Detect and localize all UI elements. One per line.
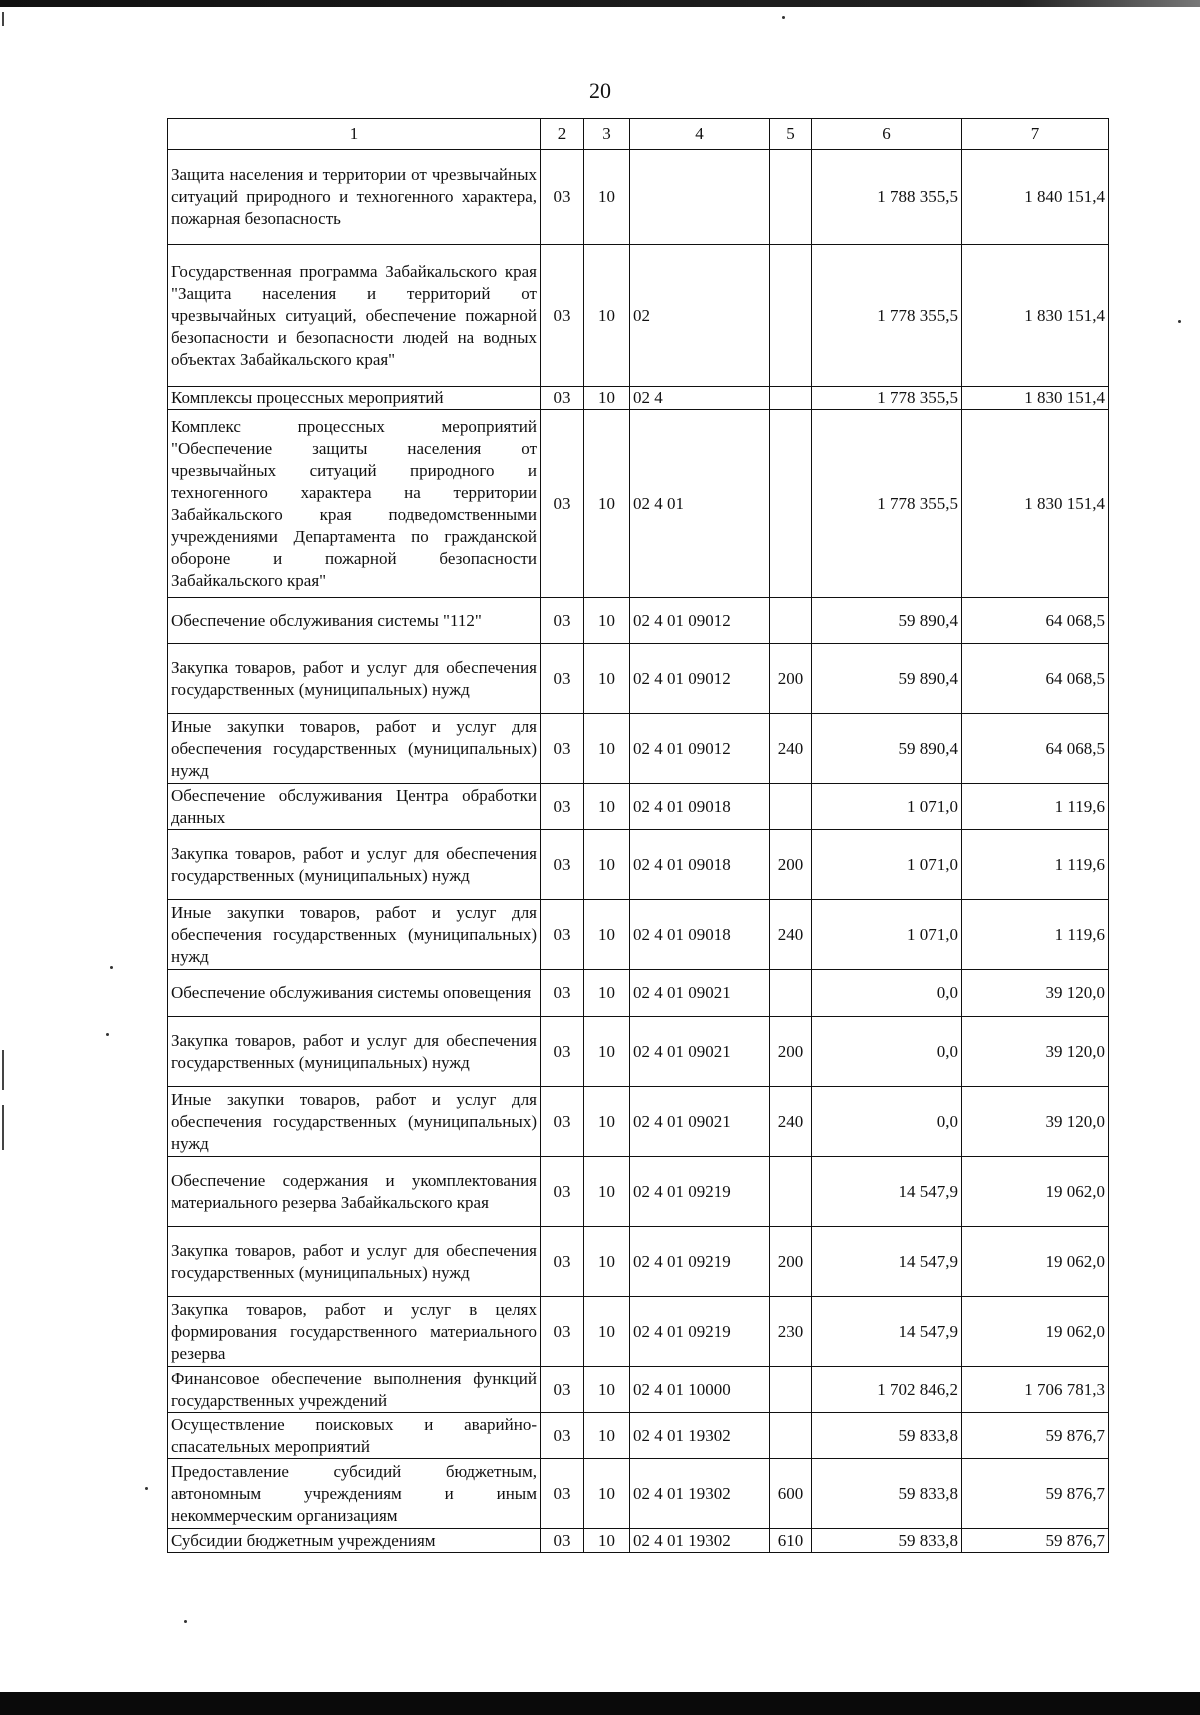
row-amount-year1: 1 071,0 (812, 784, 962, 830)
row-subsection: 10 (584, 714, 630, 784)
row-amount-year1: 1 071,0 (812, 830, 962, 900)
scan-speck (106, 1033, 109, 1036)
row-subsection: 10 (584, 784, 630, 830)
row-target-article: 02 4 (630, 387, 770, 410)
row-subsection: 10 (584, 1227, 630, 1297)
row-amount-year1: 0,0 (812, 1017, 962, 1087)
row-expense-type (770, 245, 812, 387)
row-subsection: 10 (584, 1367, 630, 1413)
row-amount-year1: 0,0 (812, 1087, 962, 1157)
row-amount-year2: 1 119,6 (962, 784, 1109, 830)
row-subsection: 10 (584, 644, 630, 714)
row-amount-year1: 59 890,4 (812, 644, 962, 714)
table-row (168, 1297, 1109, 1367)
row-name: Иные закупки товаров, работ и услуг для обеспечения государственных (муниципальных) нужд (168, 714, 541, 784)
page-number: 20 (589, 78, 611, 103)
row-expense-type: 200 (770, 830, 812, 900)
scan-speck (782, 16, 785, 19)
row-expense-type: 600 (770, 1459, 812, 1529)
row-expense-type: 200 (770, 1017, 812, 1087)
row-name: Закупка товаров, работ и услуг для обеспечения государственных (муниципальных) нужд (168, 1227, 541, 1297)
row-subsection: 10 (584, 150, 630, 245)
column-header: 4 (630, 119, 770, 150)
row-expense-type: 200 (770, 644, 812, 714)
row-expense-type: 240 (770, 900, 812, 970)
row-name: Обеспечение обслуживания системы оповещения (168, 970, 541, 1017)
row-target-article: 02 4 01 09021 (630, 970, 770, 1017)
row-section: 03 (541, 714, 584, 784)
row-section: 03 (541, 150, 584, 245)
scan-border-top (0, 0, 1200, 7)
row-amount-year2: 39 120,0 (962, 1017, 1109, 1087)
row-section: 03 (541, 1459, 584, 1529)
scan-speck (110, 966, 113, 969)
row-amount-year1: 59 890,4 (812, 714, 962, 784)
row-target-article: 02 4 01 09012 (630, 714, 770, 784)
row-amount-year2: 1 119,6 (962, 830, 1109, 900)
table-row (168, 784, 1109, 830)
row-name: Комплексы процессных мероприятий (168, 387, 541, 410)
row-expense-type: 610 (770, 1529, 812, 1553)
row-target-article: 02 4 01 (630, 410, 770, 598)
table-body (168, 150, 1109, 1553)
row-subsection: 10 (584, 1297, 630, 1367)
row-subsection: 10 (584, 1087, 630, 1157)
row-subsection: 10 (584, 900, 630, 970)
row-name: Закупка товаров, работ и услуг для обеспечения государственных (муниципальных) нужд (168, 830, 541, 900)
row-amount-year2: 1 830 151,4 (962, 387, 1109, 410)
row-subsection: 10 (584, 830, 630, 900)
row-target-article: 02 4 01 09021 (630, 1087, 770, 1157)
column-header: 5 (770, 119, 812, 150)
row-expense-type (770, 387, 812, 410)
row-target-article: 02 4 01 09012 (630, 598, 770, 644)
row-expense-type (770, 598, 812, 644)
row-target-article: 02 4 01 09018 (630, 900, 770, 970)
row-section: 03 (541, 830, 584, 900)
row-amount-year2: 64 068,5 (962, 644, 1109, 714)
row-target-article: 02 4 01 09219 (630, 1297, 770, 1367)
row-amount-year2: 39 120,0 (962, 1087, 1109, 1157)
row-target-article: 02 4 01 19302 (630, 1413, 770, 1459)
row-expense-type (770, 1413, 812, 1459)
row-amount-year2: 1 706 781,3 (962, 1367, 1109, 1413)
row-section: 03 (541, 900, 584, 970)
row-amount-year2: 64 068,5 (962, 714, 1109, 784)
row-section: 03 (541, 1367, 584, 1413)
scan-border-bottom (0, 1692, 1200, 1715)
row-section: 03 (541, 644, 584, 714)
row-amount-year2: 39 120,0 (962, 970, 1109, 1017)
table-row (168, 1017, 1109, 1087)
row-subsection: 10 (584, 1459, 630, 1529)
row-amount-year1: 1 778 355,5 (812, 245, 962, 387)
row-target-article: 02 4 01 09219 (630, 1157, 770, 1227)
row-amount-year1: 14 547,9 (812, 1157, 962, 1227)
row-target-article: 02 4 01 09012 (630, 644, 770, 714)
row-section: 03 (541, 410, 584, 598)
header-row (168, 119, 1109, 150)
row-amount-year2: 19 062,0 (962, 1157, 1109, 1227)
row-section: 03 (541, 387, 584, 410)
table-row (168, 644, 1109, 714)
row-expense-type (770, 1367, 812, 1413)
table-row (168, 970, 1109, 1017)
table-row (168, 1227, 1109, 1297)
table-row (168, 410, 1109, 598)
row-target-article: 02 4 01 19302 (630, 1529, 770, 1553)
table-row (168, 1087, 1109, 1157)
row-target-article (630, 150, 770, 245)
row-subsection: 10 (584, 245, 630, 387)
table-row (168, 714, 1109, 784)
column-header: 7 (962, 119, 1109, 150)
row-amount-year1: 0,0 (812, 970, 962, 1017)
row-amount-year1: 14 547,9 (812, 1227, 962, 1297)
scan-speck (1178, 320, 1181, 323)
row-subsection: 10 (584, 1017, 630, 1087)
row-amount-year2: 19 062,0 (962, 1297, 1109, 1367)
table-row (168, 900, 1109, 970)
row-name: Защита населения и территории от чрезвычайных ситуаций природного и техногенного характера, пожарная безопасность (168, 150, 541, 245)
row-subsection: 10 (584, 1413, 630, 1459)
row-target-article: 02 4 01 10000 (630, 1367, 770, 1413)
column-header: 1 (168, 119, 541, 150)
column-header: 3 (584, 119, 630, 150)
scan-edge-mark (2, 12, 4, 26)
table-row (168, 1529, 1109, 1553)
row-amount-year2: 59 876,7 (962, 1413, 1109, 1459)
row-name: Комплекс процессных мероприятий "Обеспечение защиты населения от чрезвычайных ситуаций природного и техногенного характера на территории Забайкальского края подведомственными учреждениями Департамента по гражданской обороне и пожарной безопасности Забайкальского края" (168, 410, 541, 598)
row-section: 03 (541, 1413, 584, 1459)
row-subsection: 10 (584, 970, 630, 1017)
row-expense-type: 230 (770, 1297, 812, 1367)
row-name: Осуществление поисковых и аварийно-спасательных мероприятий (168, 1413, 541, 1459)
row-name: Иные закупки товаров, работ и услуг для обеспечения государственных (муниципальных) нужд (168, 900, 541, 970)
row-amount-year1: 59 833,8 (812, 1413, 962, 1459)
row-expense-type (770, 784, 812, 830)
row-amount-year1: 59 833,8 (812, 1529, 962, 1553)
row-amount-year1: 1 788 355,5 (812, 150, 962, 245)
row-amount-year2: 1 830 151,4 (962, 245, 1109, 387)
row-section: 03 (541, 1087, 584, 1157)
row-name: Субсидии бюджетным учреждениям (168, 1529, 541, 1553)
table-row (168, 830, 1109, 900)
row-expense-type (770, 150, 812, 245)
table-row (168, 150, 1109, 245)
row-name: Иные закупки товаров, работ и услуг для обеспечения государственных (муниципальных) нужд (168, 1087, 541, 1157)
row-section: 03 (541, 1017, 584, 1087)
row-name: Обеспечение обслуживания Центра обработки данных (168, 784, 541, 830)
row-name: Финансовое обеспечение выполнения функций государственных учреждений (168, 1367, 541, 1413)
table-row (168, 1367, 1109, 1413)
row-target-article: 02 4 01 09219 (630, 1227, 770, 1297)
row-section: 03 (541, 598, 584, 644)
table-row (168, 245, 1109, 387)
row-expense-type: 240 (770, 1087, 812, 1157)
row-amount-year1: 59 890,4 (812, 598, 962, 644)
row-expense-type: 200 (770, 1227, 812, 1297)
row-amount-year1: 59 833,8 (812, 1459, 962, 1529)
column-header: 2 (541, 119, 584, 150)
scan-edge-mark (2, 1105, 4, 1150)
row-section: 03 (541, 784, 584, 830)
row-name: Обеспечение содержания и укомплектования материального резерва Забайкальского края (168, 1157, 541, 1227)
row-amount-year2: 19 062,0 (962, 1227, 1109, 1297)
row-section: 03 (541, 1157, 584, 1227)
scan-edge-mark (2, 1050, 4, 1090)
budget-table (167, 118, 1109, 1553)
row-amount-year2: 59 876,7 (962, 1529, 1109, 1553)
row-target-article: 02 4 01 09018 (630, 784, 770, 830)
row-subsection: 10 (584, 1529, 630, 1553)
row-section: 03 (541, 1297, 584, 1367)
row-amount-year2: 1 119,6 (962, 900, 1109, 970)
row-expense-type (770, 410, 812, 598)
row-name: Закупка товаров, работ и услуг для обеспечения государственных (муниципальных) нужд (168, 644, 541, 714)
row-amount-year1: 14 547,9 (812, 1297, 962, 1367)
row-amount-year1: 1 778 355,5 (812, 387, 962, 410)
row-name: Обеспечение обслуживания системы "112" (168, 598, 541, 644)
scan-speck (145, 1487, 148, 1490)
table-row (168, 1157, 1109, 1227)
table-row (168, 1459, 1109, 1529)
row-section: 03 (541, 1529, 584, 1553)
row-subsection: 10 (584, 410, 630, 598)
row-amount-year2: 1 840 151,4 (962, 150, 1109, 245)
row-subsection: 10 (584, 387, 630, 410)
row-amount-year1: 1 778 355,5 (812, 410, 962, 598)
row-name: Предоставление субсидий бюджетным, автономным учреждениям и иным некоммерческим организациям (168, 1459, 541, 1529)
row-target-article: 02 (630, 245, 770, 387)
row-target-article: 02 4 01 09018 (630, 830, 770, 900)
table-row (168, 598, 1109, 644)
table-row (168, 387, 1109, 410)
row-name: Государственная программа Забайкальского края "Защита населения и территорий от чрезвычайных ситуаций, обеспечение пожарной безопасности и безопасности людей на водных объектах Забайкальского края" (168, 245, 541, 387)
row-section: 03 (541, 970, 584, 1017)
column-header: 6 (812, 119, 962, 150)
row-target-article: 02 4 01 09021 (630, 1017, 770, 1087)
row-expense-type (770, 970, 812, 1017)
row-amount-year2: 59 876,7 (962, 1459, 1109, 1529)
row-amount-year2: 64 068,5 (962, 598, 1109, 644)
row-expense-type: 240 (770, 714, 812, 784)
row-section: 03 (541, 245, 584, 387)
row-expense-type (770, 1157, 812, 1227)
row-subsection: 10 (584, 598, 630, 644)
row-target-article: 02 4 01 19302 (630, 1459, 770, 1529)
scan-speck (184, 1620, 187, 1623)
row-subsection: 10 (584, 1157, 630, 1227)
row-amount-year1: 1 071,0 (812, 900, 962, 970)
row-name: Закупка товаров, работ и услуг в целях формирования государственного материального резерва (168, 1297, 541, 1367)
table-row (168, 1413, 1109, 1459)
row-section: 03 (541, 1227, 584, 1297)
row-amount-year2: 1 830 151,4 (962, 410, 1109, 598)
row-name: Закупка товаров, работ и услуг для обеспечения государственных (муниципальных) нужд (168, 1017, 541, 1087)
row-amount-year1: 1 702 846,2 (812, 1367, 962, 1413)
